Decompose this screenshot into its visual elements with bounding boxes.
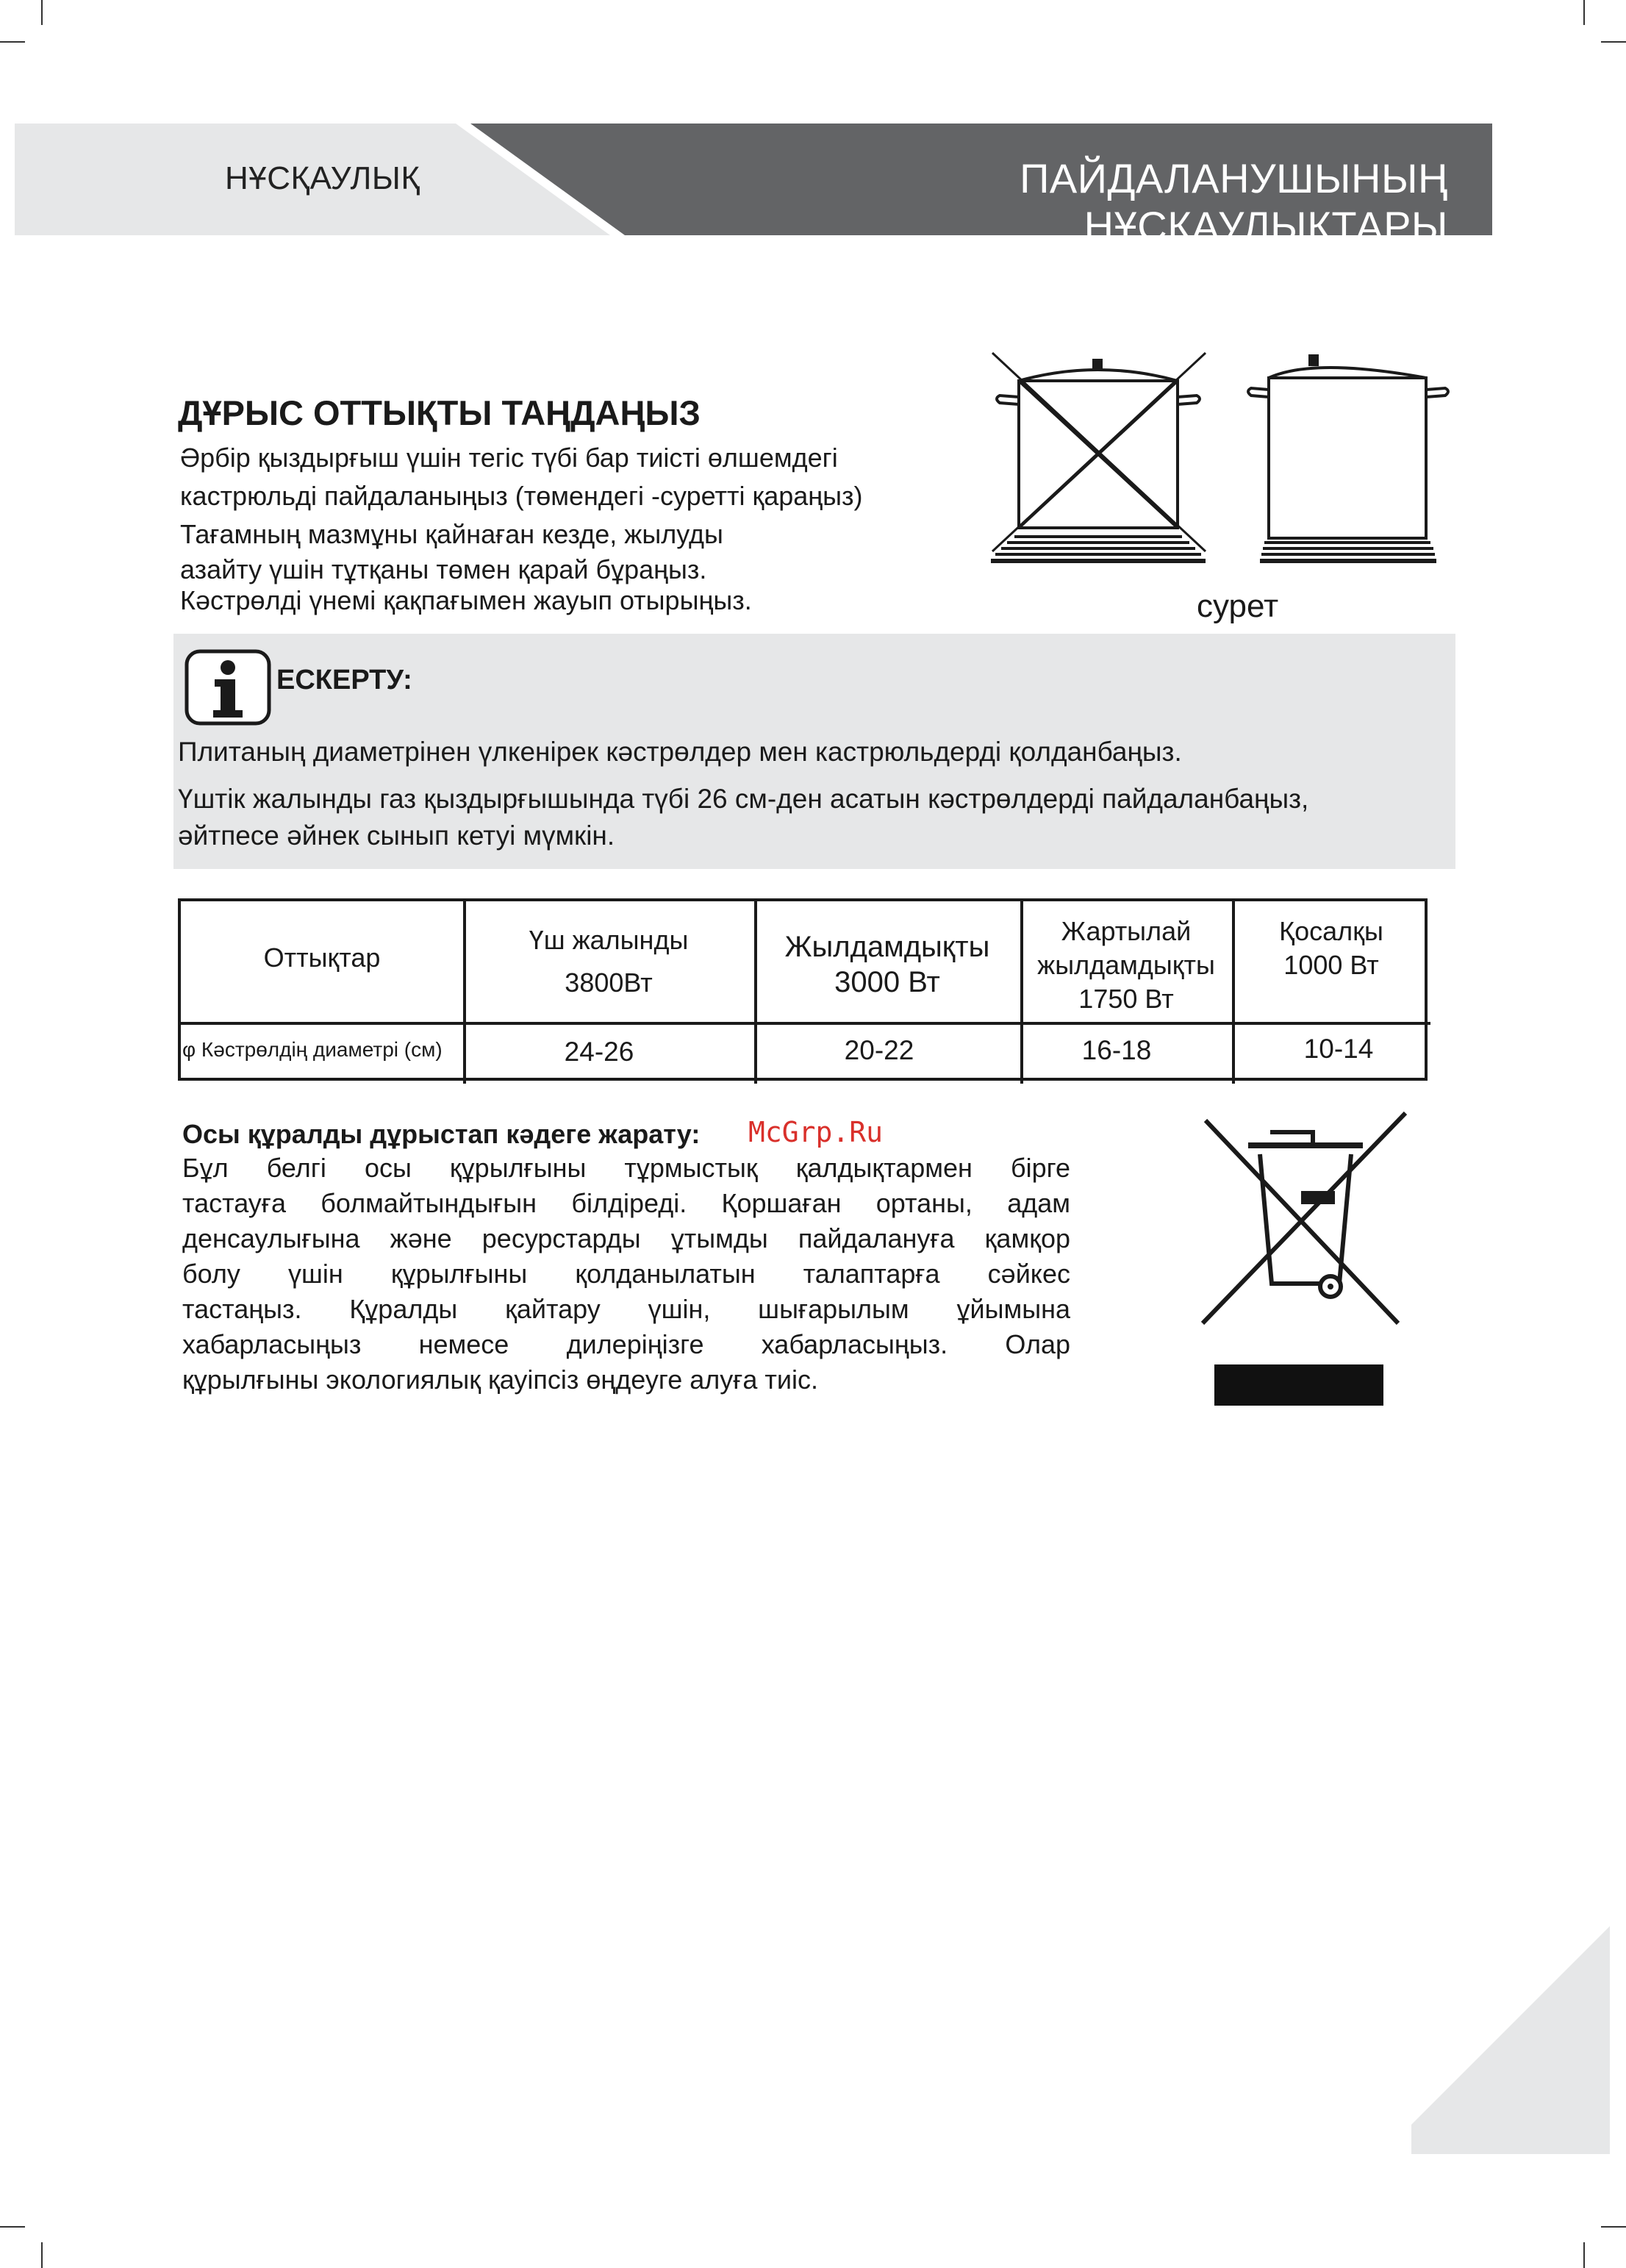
table-col-header-line: Жылдамдықты xyxy=(784,931,990,963)
black-bar xyxy=(1214,1364,1383,1406)
table-cell: 16-18 xyxy=(1081,1035,1152,1065)
table-col-header-line: 3000 Вт xyxy=(834,966,940,998)
disposal-line: құрылғыны экологиялық қауіпсіз өңдеуге алуға тиіс. xyxy=(182,1364,819,1395)
section-line: азайту үшін тұтқаны төмен қарай бұраңыз. xyxy=(180,554,707,584)
table-col-header-line: Жартылай xyxy=(1061,916,1192,946)
warning-line: әйтпесе әйнек сынып кетуі мүмкін. xyxy=(178,820,615,851)
section-line: кастрюльді пайдаланыңыз (төмендегі -суретті қараңыз) xyxy=(180,481,863,511)
watermark: McGrp.Ru xyxy=(748,1116,884,1148)
section-line: Тағамның мазмұны қайнаған кезде, жылуды xyxy=(180,519,723,549)
table-cell: 10-14 xyxy=(1303,1034,1374,1064)
section-title: ДҰРЫС ОТТЫҚТЫ ТАҢДАҢЫЗ xyxy=(178,393,701,432)
page-corner-triangle xyxy=(1411,1926,1611,2154)
crop-mark xyxy=(1583,2242,1585,2268)
crop-mark xyxy=(41,2242,43,2268)
table-cell: 24-26 xyxy=(564,1037,634,1067)
table-col-header-line: Қосалқы xyxy=(1279,916,1383,946)
warning-title: ЕСКЕРТУ: xyxy=(276,665,412,695)
disposal-line: Бұл белгі осы құрылғыны тұрмыстық қалдықтармен бірге xyxy=(182,1153,1070,1183)
table-col-header xyxy=(1020,915,1232,1016)
correct-pot-icon xyxy=(1248,356,1448,538)
crop-mark xyxy=(1583,0,1585,25)
table-row-label: φ Кәстрөлдің диаметрі (см) xyxy=(182,1038,443,1061)
disposal-line: болу үшін құрылғыны қолданылатын талаптарға сәйкес xyxy=(182,1259,1070,1289)
warning-line: Плитаның диаметрінен үлкенірек кәстрөлдер мен кастрюльдерді қолданбаңыз. xyxy=(178,737,1182,767)
section-line: Кәстрөлді үнемі қақпағымен жауып отырыңыз. xyxy=(180,585,752,615)
disposal-title: Осы құралды дұрыстап кәдеге жарату: xyxy=(182,1119,701,1149)
info-icon xyxy=(184,648,272,726)
pots-figure xyxy=(985,346,1470,581)
disposal-line: тастаңыз. Құралды қайтару үшін, шығарылым ұйымына xyxy=(182,1294,1070,1324)
table-cell: 20-22 xyxy=(844,1035,914,1065)
figure-label: сурет xyxy=(1197,588,1279,624)
wrong-pot-burner xyxy=(991,535,1206,563)
table-col-header-line: 1000 Вт xyxy=(1283,950,1379,980)
crop-mark xyxy=(1601,2226,1626,2228)
crop-mark xyxy=(1601,41,1626,43)
table-col-header xyxy=(1232,915,1430,982)
table-col-header xyxy=(754,929,1020,1000)
table-col-header-line: Үш жалынды xyxy=(529,925,689,955)
table-col-header-line: 3800Вт xyxy=(565,967,653,998)
header-left-title: НҰСҚАУЛЫҚ xyxy=(225,160,420,196)
burner-table xyxy=(178,898,1428,1081)
disposal-line: денсаулығына және ресурстарды ұтымды пайдалануға қамқор xyxy=(182,1223,1070,1253)
wrong-pot-icon xyxy=(992,353,1206,551)
table-col-header xyxy=(463,919,754,1004)
warning-line: Үштік жалынды газ қыздырғышында түбі 26 см-ден асатын кәстрөлдерді пайдаланбаңыз, xyxy=(178,784,1309,814)
crop-mark xyxy=(0,41,25,43)
table-header-label: Оттықтар xyxy=(263,942,381,973)
table-col-header-line: жылдамдықты xyxy=(1037,950,1215,980)
header-right-title: ПАЙДАЛАНУШЫНЫҢ НҰСҚАУЛЫҚТАРЫ xyxy=(1020,155,1448,249)
crop-mark xyxy=(41,0,43,25)
disposal-line: тастауға болмайтындығын білдіреді. Қоршаған ортаны, адам xyxy=(182,1188,1070,1218)
crossed-bin-icon xyxy=(1191,1110,1411,1331)
table-col-header-line: 1750 Вт xyxy=(1078,984,1174,1014)
section-line: Әрбір қыздырғыш үшін тегіс түбі бар тиісті өлшемдегі xyxy=(180,443,838,473)
disposal-line: хабарласыңыз немесе дилеріңізге хабарласыңыз. Олар xyxy=(182,1329,1070,1359)
crop-mark xyxy=(0,2226,25,2228)
correct-pot-burner xyxy=(1260,541,1436,563)
